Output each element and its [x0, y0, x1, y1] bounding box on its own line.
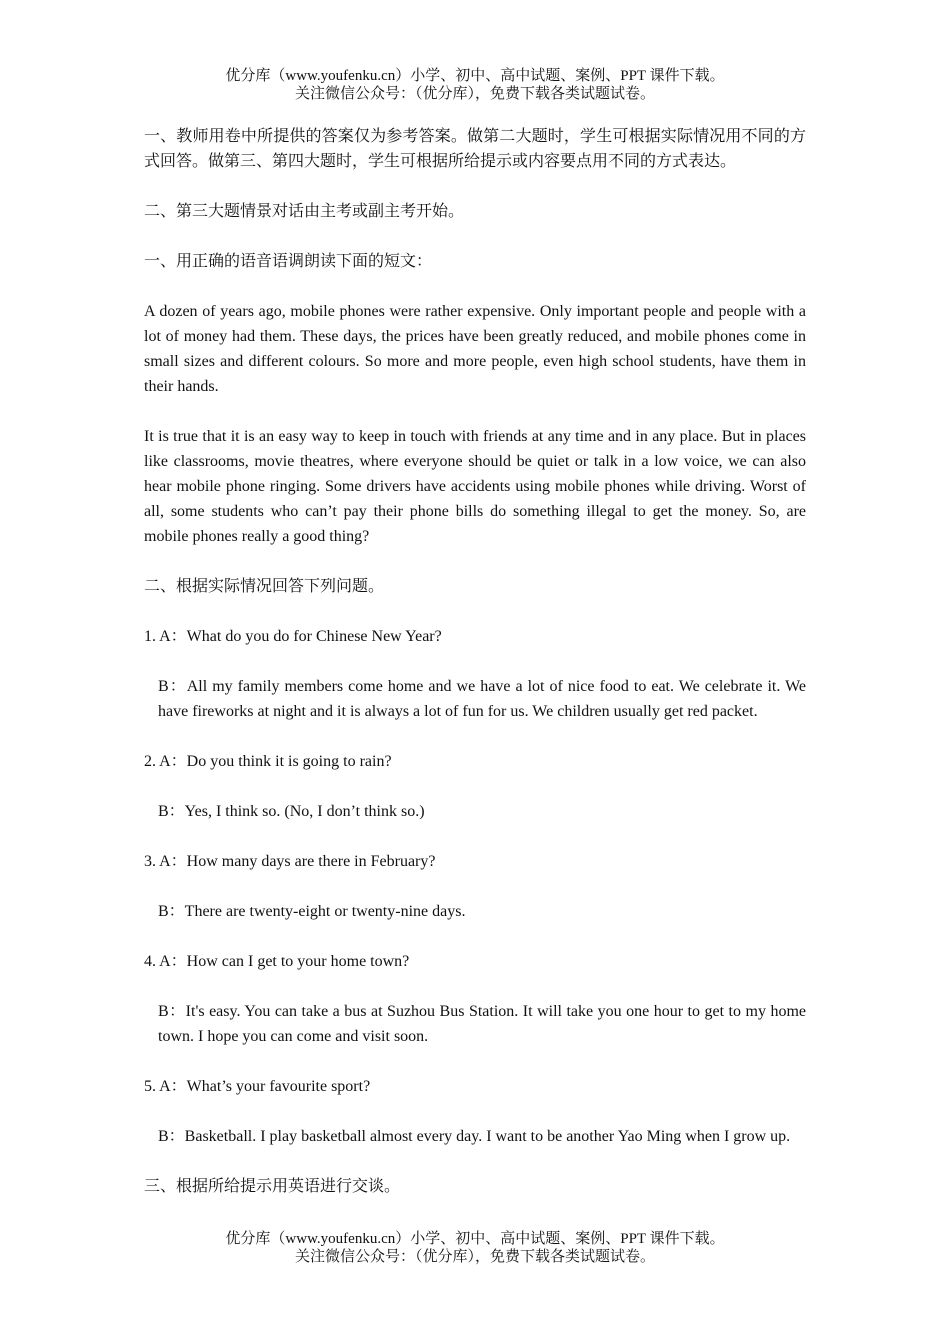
- note-2: 二、第三大题情景对话由主考或副主考开始。: [144, 203, 465, 220]
- page-header: [0, 67, 950, 103]
- answer-5: B：Basketball. I play basketball almost every day. I want to be another Yao Ming when I grow up.: [158, 1128, 791, 1145]
- footer-line-2: 关注微信公众号：（优分库），免费下载各类试题试卷。: [294, 1249, 655, 1265]
- reading-paragraph-1: A dozen of years ago, mobile phones were rather expensive. Only important people and people with a lot of money had them. These days, the prices have been greatly reduced, and mobile phones come in small sizes and different colours. So more and more people, even high school students, have them in their hands.: [144, 303, 806, 395]
- section-2-title: 二、根据实际情况回答下列问题。: [144, 578, 385, 595]
- section-1-title: 一、用正确的语音语调朗读下面的短文：: [144, 253, 433, 270]
- answer-1: B：All my family members come home and we have a lot of nice food to eat. We celebrate it. We have fireworks at night and it is always a lot of fun for us. We children usually get red packet.: [158, 678, 806, 720]
- answer-3: B：There are twenty-eight or twenty-nine days.: [158, 903, 466, 920]
- question-3: 3. A：How many days are there in February?: [144, 853, 436, 870]
- page-footer: [0, 1230, 950, 1266]
- header-line-2: 关注微信公众号：（优分库），免费下载各类试题试卷。: [294, 86, 655, 102]
- document-body: [144, 124, 806, 1224]
- question-5: 5. A：What’s your favourite sport?: [144, 1078, 371, 1095]
- footer-line-1: 优分库（www.youfenku.cn）小学、初中、高中试题、案例、PPT 课件下载。: [225, 1231, 725, 1247]
- reading-paragraph-2: It is true that it is an easy way to keep in touch with friends at any time and in any place. But in places like classrooms, movie theatres, where everyone should be quiet or talk in a low voice, we can also hear mobile phone ringing. Some drivers have accidents using mobile phones while driving. Worst of all, some students who can’t pay their phone bills do something illegal to get the money. So, are mobile phones really a good thing?: [144, 428, 806, 545]
- question-4: 4. A：How can I get to your home town?: [144, 953, 410, 970]
- question-1: 1. A：What do you do for Chinese New Year?: [144, 628, 442, 645]
- answer-2: B：Yes, I think so. (No, I don’t think so.): [158, 803, 425, 820]
- question-2: 2. A：Do you think it is going to rain?: [144, 753, 392, 770]
- header-line-1: 优分库（www.youfenku.cn）小学、初中、高中试题、案例、PPT 课件下载。: [225, 68, 725, 84]
- note-1: 一、教师用卷中所提供的答案仅为参考答案。做第二大题时，学生可根据实际情况用不同的方式回答。做第三、第四大题时，学生可根据所给提示或内容要点用不同的方式表达。: [144, 128, 806, 170]
- section-3-title: 三、根据所给提示用英语进行交谈。: [144, 1178, 401, 1195]
- answer-4: B：It's easy. You can take a bus at Suzhou Bus Station. It will take you one hour to get to my home town. I hope you can come and visit soon.: [158, 1003, 806, 1045]
